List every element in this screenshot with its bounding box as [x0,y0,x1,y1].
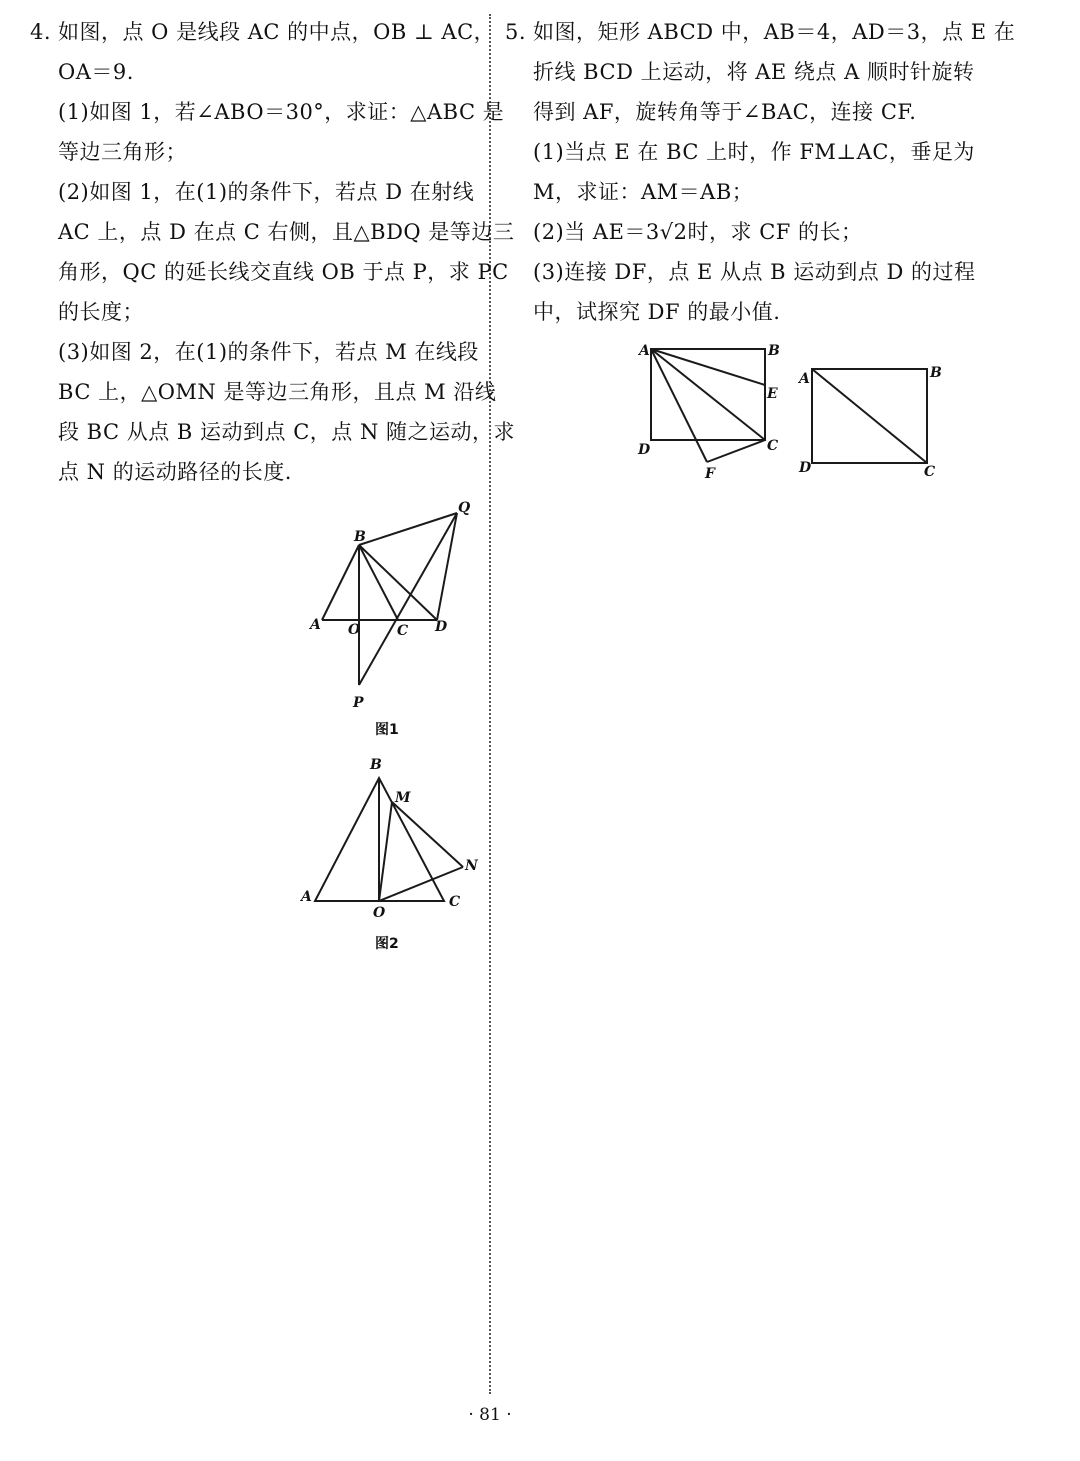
label-b: B [768,343,780,359]
segment-qp [359,513,457,685]
label-b: B [370,757,382,773]
problem-5-line-2: 折线 BCD 上运动，将 AE 绕点 A 顺时针旋转 [533,60,975,84]
segment-ac-alt [812,369,927,463]
label-n: N [465,858,478,874]
problem-5-text: 如图，矩形 ABCD 中，AB＝4，AD＝3，点 E 在 [533,20,1016,44]
segment-ac [651,349,765,440]
problem-4 [30,12,515,492]
problem-5 [505,12,1016,332]
label-m: M [395,790,411,806]
problem-4-line-9: (3)如图 2，在(1)的条件下，若点 M 在线段 [58,340,479,364]
label-c: C [924,464,936,480]
figure-1-caption: 图1 [375,722,399,738]
segment-bd [359,545,437,620]
problem-5-number: 5. [505,20,527,44]
problem-5-line-3: 得到 AF，旋转角等于∠BAC，连接 CF. [533,100,917,124]
figure-2 [295,750,485,920]
problem-4-line-11: 段 BC 从点 B 运动到点 C，点 N 随之运动，求 [58,420,515,444]
problem-4-text: 如图，点 O 是线段 AC 的中点，OB ⊥ AC， [58,20,496,44]
label-o: O [348,622,361,638]
label-q: Q [458,500,471,516]
label-a: A [310,617,321,633]
label-b: B [354,529,366,545]
label-a: A [301,889,312,905]
label-f: F [705,466,715,482]
segment-ae [651,349,765,385]
problem-4-line-1 [30,12,496,52]
problem-4-line-3: (1)如图 1，若∠ABO＝30°，求证：△ABC 是 [58,100,505,124]
label-c: C [449,894,461,910]
figure-2-caption: 图2 [375,936,399,952]
label-o: O [373,905,386,921]
page-number: · 81 · [468,1405,512,1425]
label-d: D [799,460,812,476]
problem-5-line-4: (1)当点 E 在 BC 上时，作 FM⊥AC，垂足为 [533,140,975,164]
segment-ab [322,545,359,620]
figure-1 [300,495,480,715]
segment-bc [359,545,398,620]
label-a: A [799,371,810,387]
problem-5-line-7: (3)连接 DF，点 E 从点 B 运动到点 D 的过程 [533,260,976,284]
problem-4-line-12: 点 N 的运动路径的长度. [58,460,292,484]
problem-4-line-10: BC 上，△OMN 是等边三角形，且点 M 沿线 [58,380,497,404]
label-p: P [353,695,364,711]
label-d: D [638,442,651,458]
problem-5-line-5: M，求证：AM＝AB； [533,180,754,204]
problem-5-line-8: 中，试探究 DF 的最小值. [533,300,781,324]
problem-4-line-7: 角形，QC 的延长线交直线 OB 于点 P，求 PC [58,260,509,284]
label-d: D [435,619,448,635]
figure-5-main [630,335,790,485]
label-c: C [767,438,779,454]
segment-mn [392,802,463,867]
problem-4-line-5: (2)如图 1，在(1)的条件下，若点 D 在射线 [58,180,475,204]
problem-5-line-1 [505,12,1016,52]
problem-4-line-6: AC 上，点 D 在点 C 右侧，且△BDQ 是等边三 [58,220,515,244]
segment-af [651,349,707,462]
problem-5-line-6: (2)当 AE＝3√2时，求 CF 的长； [533,220,863,244]
figure-5-alt [795,360,945,480]
problem-4-line-4: 等边三角形； [58,140,187,164]
problem-4-line-2: OA＝9. [58,60,134,84]
label-c: C [397,623,409,639]
label-b: B [930,365,942,381]
problem-4-number: 4. [30,20,52,44]
segment-fc [707,440,765,462]
label-e: E [767,386,778,402]
segment-om [379,802,392,901]
label-a: A [639,343,650,359]
problem-4-line-8: 的长度； [58,300,144,324]
